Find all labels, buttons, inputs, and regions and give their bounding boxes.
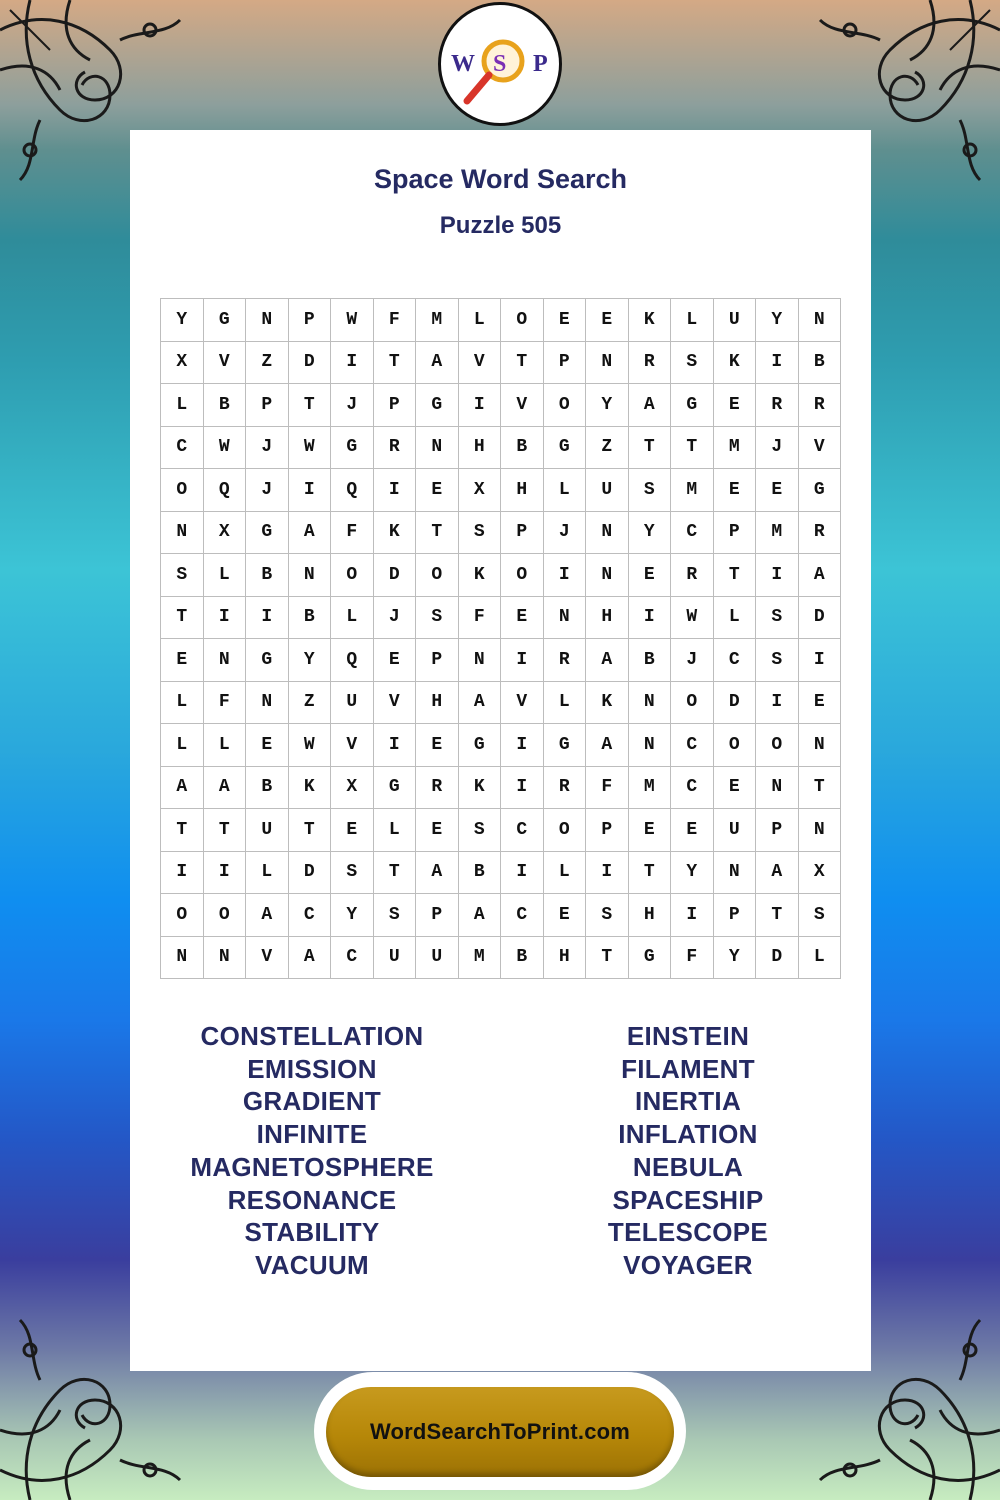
grid-cell[interactable]: Z [289,682,332,725]
grid-cell[interactable]: N [204,639,247,682]
grid-cell[interactable]: K [714,342,757,385]
grid-cell[interactable]: S [374,894,417,937]
grid-cell[interactable]: G [671,384,714,427]
grid-cell[interactable]: E [799,682,842,725]
word-left-0: CONSTELLATION [200,1021,424,1051]
logo-letter-p: P [533,51,548,77]
grid-cell[interactable]: N [799,809,842,852]
grid-cell[interactable]: F [204,682,247,725]
grid-cell[interactable]: O [544,384,587,427]
grid-cell[interactable]: L [204,554,247,597]
grid-cell[interactable]: Y [756,299,799,342]
grid-cell[interactable]: K [374,512,417,555]
grid-cell[interactable]: B [246,554,289,597]
grid-cell[interactable]: G [204,299,247,342]
grid-cell[interactable]: U [714,299,757,342]
grid-cell[interactable]: S [756,597,799,640]
grid-cell[interactable]: E [714,469,757,512]
grid-cell[interactable]: J [671,639,714,682]
grid-cell[interactable]: E [629,554,672,597]
grid-cell[interactable]: F [586,767,629,810]
grid-cell[interactable]: P [501,512,544,555]
grid-cell[interactable]: N [544,597,587,640]
grid-cell[interactable]: D [289,852,332,895]
grid-cell[interactable]: N [586,554,629,597]
grid-cell[interactable]: B [246,767,289,810]
grid-cell[interactable]: K [586,682,629,725]
grid-cell[interactable]: E [246,724,289,767]
grid-cell[interactable]: I [799,639,842,682]
grid-cell[interactable]: R [756,384,799,427]
grid-cell[interactable]: K [289,767,332,810]
grid-cell[interactable]: O [161,469,204,512]
grid-cell[interactable]: B [799,342,842,385]
grid-cell[interactable]: O [544,809,587,852]
grid-cell[interactable]: I [756,342,799,385]
grid-cell[interactable]: F [671,937,714,980]
grid-cell[interactable]: X [331,767,374,810]
grid-cell[interactable]: M [756,512,799,555]
grid-cell[interactable]: N [161,937,204,980]
grid-cell[interactable]: C [671,767,714,810]
grid-cell[interactable]: V [459,342,502,385]
grid-cell[interactable]: E [586,299,629,342]
grid-cell[interactable]: T [204,809,247,852]
grid-cell[interactable]: J [544,512,587,555]
grid-cell[interactable]: G [416,384,459,427]
grid-cell[interactable]: H [629,894,672,937]
grid-cell[interactable]: N [204,937,247,980]
grid-cell[interactable]: G [544,427,587,470]
grid-cell[interactable]: P [289,299,332,342]
grid-cell[interactable]: D [374,554,417,597]
word-right-6: TELESCOPE [607,1217,769,1248]
grid-cell[interactable]: J [246,427,289,470]
grid-cell[interactable]: F [374,299,417,342]
grid-cell[interactable]: P [416,639,459,682]
grid-cell[interactable]: P [714,894,757,937]
grid-cell[interactable]: U [374,937,417,980]
grid-cell[interactable]: P [416,894,459,937]
grid-cell[interactable]: A [756,852,799,895]
grid-cell[interactable]: L [544,682,587,725]
word-left-6: STABILITY [244,1217,380,1248]
grid-cell[interactable]: B [204,384,247,427]
grid-cell[interactable]: Z [586,427,629,470]
grid-cell[interactable]: E [544,299,587,342]
grid-cell[interactable]: T [586,937,629,980]
grid-cell[interactable]: D [714,682,757,725]
grid-cell[interactable]: W [204,427,247,470]
grid-cell[interactable]: B [501,937,544,980]
grid-cell[interactable]: P [714,512,757,555]
grid-cell[interactable]: T [289,809,332,852]
grid-cell[interactable]: I [756,682,799,725]
grid-cell[interactable]: R [544,639,587,682]
grid-cell[interactable]: I [374,724,417,767]
grid-cell[interactable]: E [416,809,459,852]
grid-cell[interactable]: Y [714,937,757,980]
grid-cell[interactable]: L [246,852,289,895]
grid-cell[interactable]: E [714,384,757,427]
grid-cell[interactable]: W [671,597,714,640]
word-left-1: EMISSION [247,1053,377,1084]
grid-cell[interactable]: C [714,639,757,682]
grid-cell[interactable]: I [204,852,247,895]
grid-cell[interactable]: H [501,469,544,512]
grid-cell[interactable]: A [586,724,629,767]
grid-cell[interactable]: X [459,469,502,512]
grid-cell[interactable]: F [459,597,502,640]
grid-cell[interactable]: D [756,937,799,980]
word-right-2: INERTIA [634,1086,742,1117]
letter-grid [160,298,841,979]
grid-cell[interactable]: T [374,342,417,385]
grid-cell[interactable]: C [161,427,204,470]
grid-cell[interactable]: T [501,342,544,385]
grid-cell[interactable]: A [416,342,459,385]
grid-cell[interactable]: Q [331,469,374,512]
grid-cell[interactable]: E [416,724,459,767]
grid-cell[interactable]: A [204,767,247,810]
grid-cell[interactable]: A [586,639,629,682]
grid-cell[interactable]: O [714,724,757,767]
grid-cell[interactable]: Q [204,469,247,512]
grid-cell[interactable]: M [671,469,714,512]
puzzle-number: Puzzle 505 [439,212,562,239]
grid-cell[interactable]: U [416,937,459,980]
grid-cell[interactable]: E [671,809,714,852]
word-left-2: GRADIENT [242,1086,382,1117]
word-left-7: VACUUM [255,1249,369,1280]
logo-letter-s: S [493,51,507,77]
grid-cell[interactable]: T [671,427,714,470]
grid-cell[interactable]: Y [331,894,374,937]
grid-cell[interactable]: I [756,554,799,597]
grid-cell[interactable]: Y [289,639,332,682]
grid-cell[interactable]: B [501,427,544,470]
grid-cell[interactable]: U [246,809,289,852]
grid-cell[interactable]: G [331,427,374,470]
grid-cell[interactable]: J [246,469,289,512]
grid-cell[interactable]: S [416,597,459,640]
grid-cell[interactable]: E [501,597,544,640]
grid-cell[interactable]: P [374,384,417,427]
grid-cell[interactable]: E [544,894,587,937]
grid-cell[interactable]: I [289,469,332,512]
grid-cell[interactable]: I [501,767,544,810]
word-right-0: EINSTEIN [626,1021,750,1051]
grid-cell[interactable]: N [629,682,672,725]
grid-cell[interactable]: A [629,384,672,427]
grid-cell[interactable]: O [204,894,247,937]
grid-cell[interactable]: G [246,639,289,682]
grid-cell[interactable]: G [629,937,672,980]
grid-cell[interactable]: L [161,384,204,427]
grid-cell[interactable]: L [331,597,374,640]
grid-cell[interactable]: A [799,554,842,597]
grid-cell[interactable]: W [289,724,332,767]
puzzle-sheet [130,130,871,1371]
grid-cell[interactable]: E [756,469,799,512]
word-left-3: INFINITE [256,1119,368,1150]
grid-cell[interactable]: I [331,342,374,385]
grid-cell[interactable]: W [289,427,332,470]
grid-cell[interactable]: T [416,512,459,555]
grid-cell[interactable]: N [799,299,842,342]
grid-cell[interactable]: Z [246,342,289,385]
grid-cell[interactable]: L [374,809,417,852]
grid-cell[interactable]: G [374,767,417,810]
site-link-button[interactable]: WordSearchToPrint.com [326,1387,674,1477]
grid-cell[interactable]: V [246,937,289,980]
grid-cell[interactable]: N [289,554,332,597]
grid-cell[interactable]: N [586,512,629,555]
word-left-4: MAGNETOSPHERE [190,1151,434,1182]
grid-cell[interactable]: T [629,852,672,895]
grid-cell[interactable]: B [459,852,502,895]
grid-cell[interactable]: R [799,384,842,427]
site-logo[interactable] [438,2,562,126]
word-right-1: FILAMENT [621,1053,755,1084]
grid-cell[interactable]: U [586,469,629,512]
grid-cell[interactable]: X [799,852,842,895]
grid-cell[interactable]: I [246,597,289,640]
word-left-5: RESONANCE [227,1184,397,1215]
grid-cell[interactable]: A [289,937,332,980]
grid-cell[interactable]: J [756,427,799,470]
grid-cell[interactable]: O [161,894,204,937]
grid-cell[interactable]: G [544,724,587,767]
grid-cell[interactable]: A [289,512,332,555]
grid-cell[interactable]: G [799,469,842,512]
grid-cell[interactable]: G [459,724,502,767]
grid-cell[interactable]: H [586,597,629,640]
grid-cell[interactable]: A [416,852,459,895]
grid-cell[interactable]: V [501,384,544,427]
grid-cell[interactable]: I [459,384,502,427]
grid-cell[interactable]: L [544,469,587,512]
grid-cell[interactable]: E [161,639,204,682]
grid-cell[interactable]: H [544,937,587,980]
grid-cell[interactable]: S [331,852,374,895]
grid-cell[interactable]: C [671,724,714,767]
grid-cell[interactable]: T [374,852,417,895]
grid-cell[interactable]: N [799,724,842,767]
logo-letter-w: W [451,51,475,77]
grid-cell[interactable]: C [331,937,374,980]
grid-cell[interactable]: I [671,894,714,937]
grid-cell[interactable]: N [246,299,289,342]
grid-cell[interactable]: D [799,597,842,640]
grid-cell[interactable]: K [459,767,502,810]
grid-cell[interactable]: P [544,342,587,385]
word-right-5: SPACESHIP [612,1184,764,1215]
grid-cell[interactable]: U [331,682,374,725]
grid-cell[interactable]: M [459,937,502,980]
grid-cell[interactable]: T [161,597,204,640]
grid-cell[interactable]: I [629,597,672,640]
grid-cell[interactable]: M [416,299,459,342]
grid-cell[interactable]: V [799,427,842,470]
grid-cell[interactable]: N [459,639,502,682]
grid-cell[interactable]: L [161,724,204,767]
word-list-left [162,1020,462,1282]
grid-cell[interactable]: V [501,682,544,725]
grid-cell[interactable]: A [459,894,502,937]
grid-cell[interactable]: O [416,554,459,597]
grid-cell[interactable]: S [161,554,204,597]
grid-cell[interactable]: R [671,554,714,597]
grid-cell[interactable]: O [501,299,544,342]
grid-cell[interactable]: I [204,597,247,640]
grid-cell[interactable]: I [501,724,544,767]
grid-cell[interactable]: A [459,682,502,725]
grid-cell[interactable]: W [331,299,374,342]
grid-cell[interactable]: B [289,597,332,640]
page-title: Space Word Search [373,164,628,194]
grid-cell[interactable]: K [629,299,672,342]
grid-cell[interactable]: L [544,852,587,895]
grid-cell[interactable]: G [246,512,289,555]
grid-cell[interactable]: L [714,597,757,640]
grid-cell[interactable]: T [629,427,672,470]
grid-cell[interactable]: N [714,852,757,895]
grid-cell[interactable]: I [501,852,544,895]
grid-cell[interactable]: L [671,299,714,342]
grid-cell[interactable]: N [246,682,289,725]
grid-cell[interactable]: N [416,427,459,470]
grid-cell[interactable]: R [416,767,459,810]
grid-cell[interactable]: X [204,512,247,555]
grid-cell[interactable]: V [374,682,417,725]
grid-cell[interactable]: O [501,554,544,597]
grid-cell[interactable]: A [246,894,289,937]
grid-cell[interactable]: V [204,342,247,385]
grid-cell[interactable]: E [629,809,672,852]
grid-cell[interactable]: I [161,852,204,895]
grid-cell[interactable]: C [501,809,544,852]
grid-cell[interactable]: N [756,767,799,810]
grid-cell[interactable]: S [459,512,502,555]
grid-cell[interactable]: I [544,554,587,597]
grid-cell[interactable]: I [374,469,417,512]
grid-cell[interactable]: R [629,342,672,385]
grid-cell[interactable]: R [799,512,842,555]
grid-cell[interactable]: F [331,512,374,555]
grid-cell[interactable]: N [161,512,204,555]
grid-cell[interactable]: R [544,767,587,810]
grid-cell[interactable]: Y [586,384,629,427]
grid-cell[interactable]: B [629,639,672,682]
grid-cell[interactable]: L [459,299,502,342]
grid-cell[interactable]: V [331,724,374,767]
grid-cell[interactable]: J [331,384,374,427]
grid-cell[interactable]: P [246,384,289,427]
grid-cell[interactable]: K [459,554,502,597]
grid-cell[interactable]: M [714,427,757,470]
grid-cell[interactable]: O [756,724,799,767]
word-list-right [538,1020,838,1282]
grid-cell[interactable]: J [374,597,417,640]
grid-cell[interactable]: C [289,894,332,937]
grid-cell[interactable]: T [714,554,757,597]
grid-cell[interactable]: C [671,512,714,555]
grid-cell[interactable]: E [331,809,374,852]
grid-cell[interactable]: O [331,554,374,597]
grid-cell[interactable]: Q [331,639,374,682]
grid-cell[interactable]: Y [161,299,204,342]
grid-cell[interactable]: O [671,682,714,725]
grid-cell[interactable]: X [161,342,204,385]
grid-cell[interactable]: P [586,809,629,852]
grid-cell[interactable]: S [459,809,502,852]
grid-cell[interactable]: P [756,809,799,852]
grid-cell[interactable]: S [756,639,799,682]
grid-cell[interactable]: S [629,469,672,512]
grid-cell[interactable]: Y [671,852,714,895]
grid-cell[interactable]: S [799,894,842,937]
grid-cell[interactable]: L [204,724,247,767]
grid-cell[interactable]: E [374,639,417,682]
word-right-7: VOYAGER [623,1249,753,1280]
grid-cell[interactable]: E [714,767,757,810]
grid-cell[interactable]: I [501,639,544,682]
word-right-3: INFLATION [618,1119,758,1150]
grid-cell[interactable]: L [161,682,204,725]
grid-cell[interactable]: N [629,724,672,767]
grid-cell[interactable]: T [289,384,332,427]
grid-cell[interactable]: E [416,469,459,512]
grid-cell[interactable]: N [586,342,629,385]
word-right-4: NEBULA [632,1151,744,1182]
grid-cell[interactable]: H [459,427,502,470]
grid-cell[interactable]: A [161,767,204,810]
grid-cell[interactable]: T [161,809,204,852]
grid-cell[interactable]: M [629,767,672,810]
grid-cell[interactable]: S [586,894,629,937]
grid-cell[interactable]: D [289,342,332,385]
grid-cell[interactable]: U [714,809,757,852]
grid-cell[interactable]: I [586,852,629,895]
grid-cell[interactable]: T [756,894,799,937]
grid-cell[interactable]: Y [629,512,672,555]
grid-cell[interactable]: R [374,427,417,470]
grid-cell[interactable]: H [416,682,459,725]
grid-cell[interactable]: C [501,894,544,937]
grid-cell[interactable]: T [799,767,842,810]
grid-cell[interactable]: L [799,937,842,980]
grid-cell[interactable]: S [671,342,714,385]
